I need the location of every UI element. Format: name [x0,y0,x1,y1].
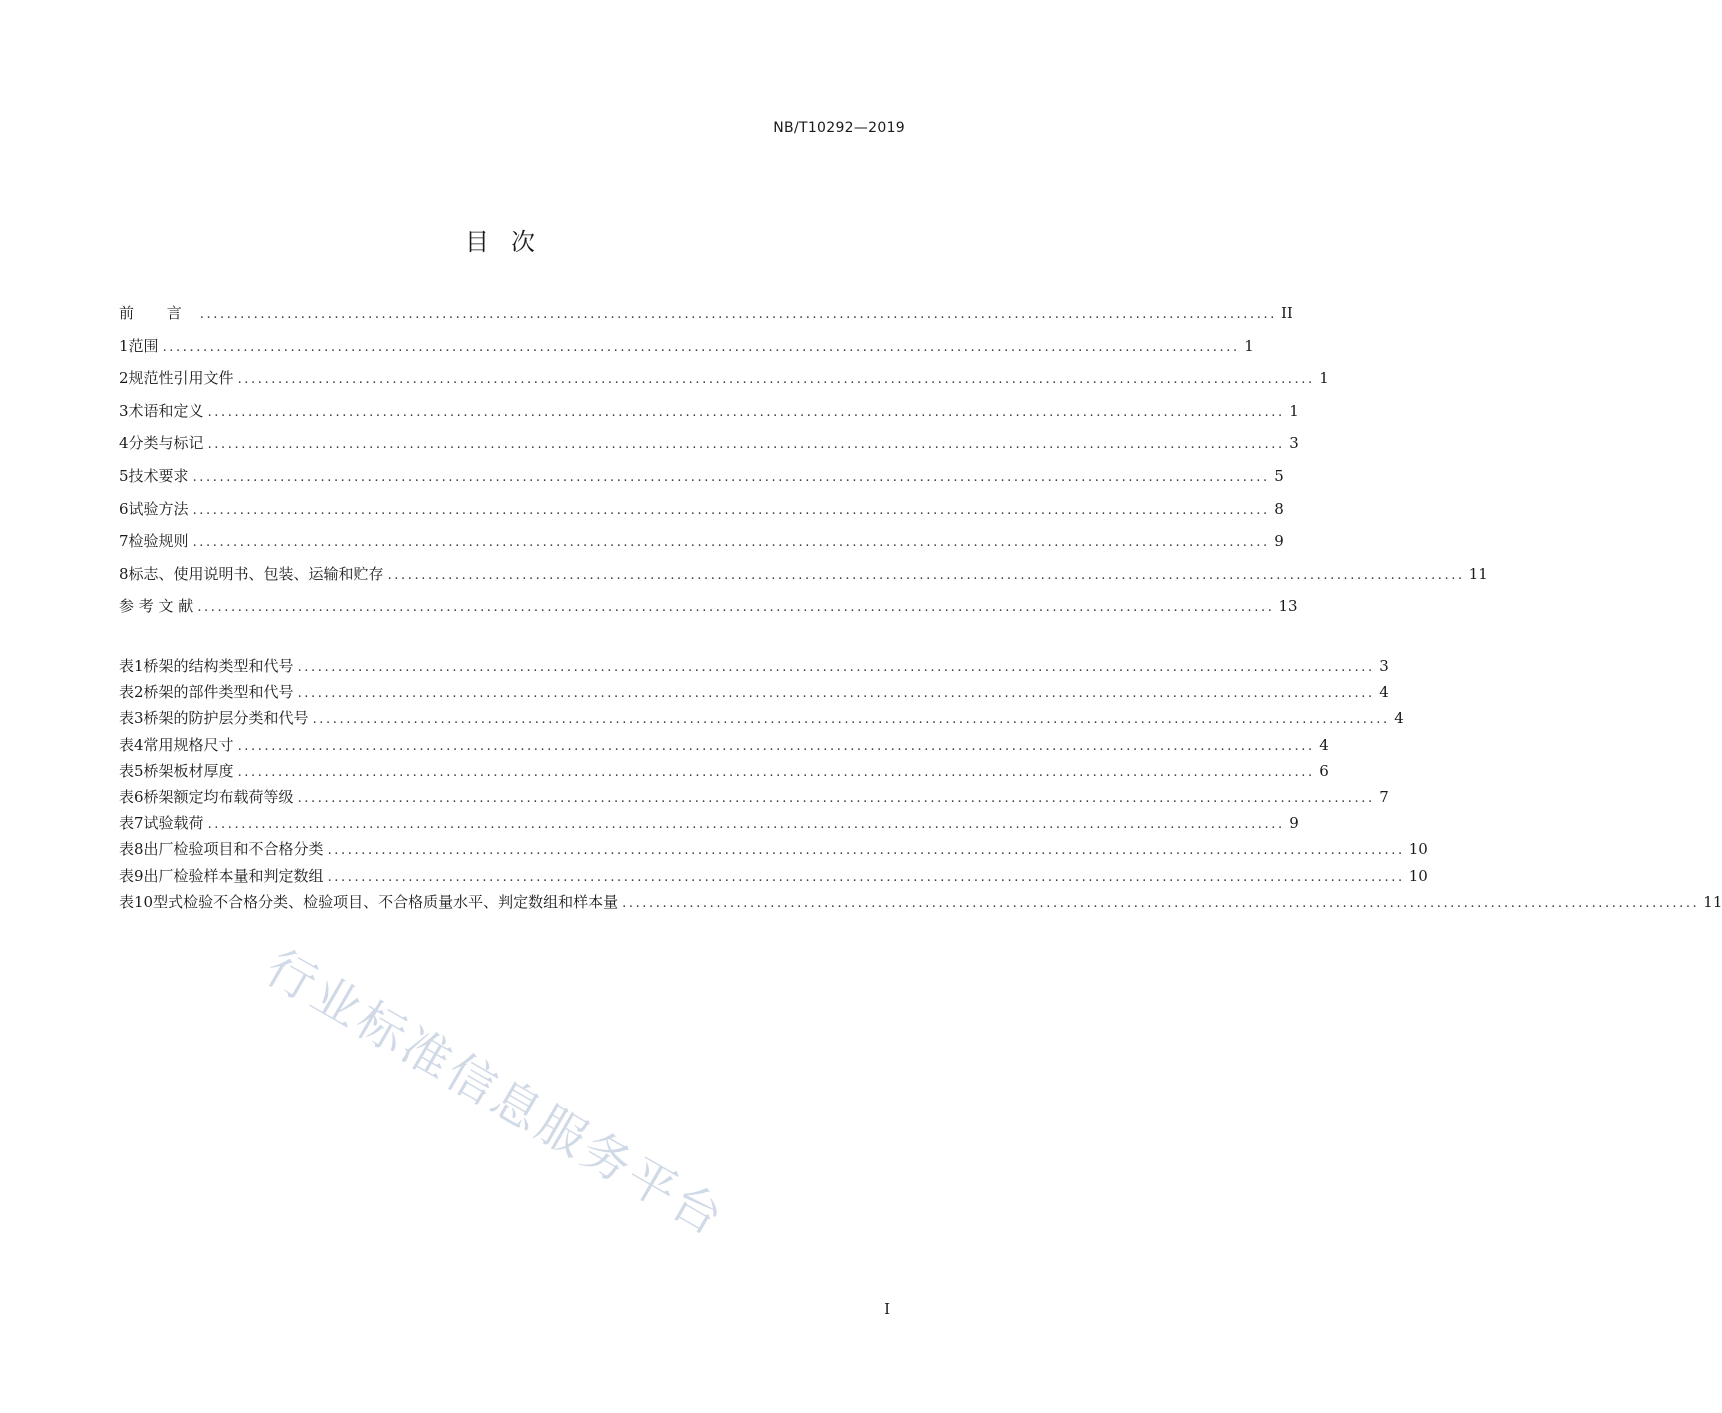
entry-title: 规范性引用文件 [128,369,234,388]
toc-entry[interactable] [119,595,1298,628]
table-of-contents [119,302,1488,628]
entry-number: 5 [119,466,129,485]
entry-page: 9 [1289,814,1299,833]
entry-number: 表6 [119,787,144,806]
entry-page: 4 [1379,683,1389,702]
entry-page: II [1280,304,1293,322]
dot-leader: ................................................................................................................................................................ [162,339,1240,355]
entry-number: 表4 [119,735,144,754]
dot-leader: ................................................................................................................................................................ [297,790,1375,806]
dot-leader: ................................................................................................................................................................ [192,535,1270,551]
toc-entry[interactable] [119,465,1284,498]
entry-page: 4 [1319,735,1329,754]
dot-leader: ................................................................................................................................................................ [622,895,1700,911]
entry-number: 4 [119,434,129,453]
table-entry[interactable] [119,656,1389,682]
entry-title: 检验规则 [128,532,189,551]
entry-title: 出厂检验项目和不合格分类 [143,840,324,859]
entry-page: 11 [1703,892,1722,911]
table-entry[interactable] [119,735,1329,761]
entry-page: 10 [1408,866,1428,885]
toc-entry[interactable] [119,400,1299,433]
entry-title: 前 言 [119,304,196,322]
dot-leader: ................................................................................................................................................................ [237,372,1315,388]
watermark: 行业标准信息服务平台 [256,939,735,1249]
table-entry[interactable] [119,761,1329,787]
entry-number: 表1 [119,657,144,675]
entry-title: 桥架的防护层分类和代号 [143,709,309,728]
dot-leader: ................................................................................................................................................................ [237,764,1315,780]
entry-title: 桥架的部件类型和代号 [143,683,294,702]
toc-entry[interactable] [119,530,1284,563]
list-of-tables [119,656,1722,918]
entry-title: 出厂检验样本量和判定数组 [143,866,324,885]
entry-number: 8 [119,564,129,583]
entry-page: 5 [1274,466,1284,485]
dot-leader: ................................................................................................................................................................ [297,660,1375,675]
entry-title: 试验载荷 [143,814,204,833]
document-code: NB/T10292—2019 [773,120,905,136]
toc-entry[interactable] [119,302,1293,335]
entry-number: 表3 [119,709,144,728]
dot-leader: ................................................................................................................................................................ [197,600,1275,616]
entry-title: 型式检验不合格分类、检验项目、不合格质量水平、判定数组和样本量 [153,892,619,911]
entry-title: 技术要求 [128,466,189,485]
toc-entry[interactable] [119,367,1329,400]
dot-leader: ................................................................................................................................................................ [297,686,1375,702]
table-entry[interactable] [119,839,1428,865]
entry-page: 10 [1408,840,1428,859]
entry-number: 表10 [119,892,154,911]
entry-title: 分类与标记 [128,434,204,453]
entry-number: 表2 [119,683,144,702]
entry-page: 13 [1278,597,1298,616]
entry-page: 3 [1379,657,1389,675]
table-entry[interactable] [119,866,1428,892]
entry-number: 表8 [119,840,144,859]
dot-leader: ................................................................................................................................................................ [199,307,1277,322]
entry-title: 常用规格尺寸 [143,735,234,754]
entry-number: 2 [119,369,129,388]
dot-leader: ................................................................................................................................................................ [207,817,1285,833]
dot-leader: ................................................................................................................................................................ [192,469,1270,485]
entry-page: 9 [1274,532,1284,551]
toc-entry[interactable] [119,432,1299,465]
dot-leader: ................................................................................................................................................................ [207,404,1285,420]
entry-page: 6 [1319,761,1329,780]
entry-page: 4 [1394,709,1404,728]
entry-page: 1 [1319,369,1329,388]
dot-leader: ................................................................................................................................................................ [387,567,1465,583]
table-entry[interactable] [119,813,1299,839]
table-entry[interactable] [119,787,1389,813]
entry-number: 表7 [119,814,144,833]
entry-number: 表5 [119,761,144,780]
entry-number: 6 [119,499,129,518]
dot-leader: ................................................................................................................................................................ [192,502,1270,518]
table-entry[interactable] [119,708,1404,734]
dot-leader: ................................................................................................................................................................ [207,437,1285,453]
entry-title: 标志、使用说明书、包装、运输和贮存 [128,564,384,583]
toc-entry[interactable] [119,563,1488,596]
entry-number: 1 [119,336,129,355]
entry-page: 8 [1274,499,1284,518]
toc-entry[interactable] [119,498,1284,531]
entry-page: 11 [1468,564,1488,583]
entry-title: 桥架的结构类型和代号 [143,657,294,675]
entry-title: 桥架额定均布载荷等级 [143,787,294,806]
entry-title: 参 考 文 献 [119,597,194,616]
entry-title: 试验方法 [128,499,189,518]
entry-page: 3 [1289,434,1299,453]
entry-title: 桥架板材厚度 [143,761,234,780]
toc-entry[interactable] [119,335,1254,368]
dot-leader: ................................................................................................................................................................ [237,738,1315,754]
dot-leader: ................................................................................................................................................................ [327,843,1405,859]
entry-number: 3 [119,401,129,420]
entry-page: 7 [1379,787,1389,806]
dot-leader: ................................................................................................................................................................ [312,712,1390,728]
entry-title: 术语和定义 [128,401,204,420]
entry-number: 7 [119,532,129,551]
page-number: I [884,1300,890,1318]
entry-page: 1 [1244,336,1254,355]
table-entry[interactable] [119,892,1722,918]
entry-page: 1 [1289,401,1299,420]
dot-leader: ................................................................................................................................................................ [327,869,1405,885]
entry-number: 表9 [119,866,144,885]
page-title: 目次 [465,228,557,256]
table-entry[interactable] [119,682,1389,708]
entry-title: 范围 [128,336,159,355]
